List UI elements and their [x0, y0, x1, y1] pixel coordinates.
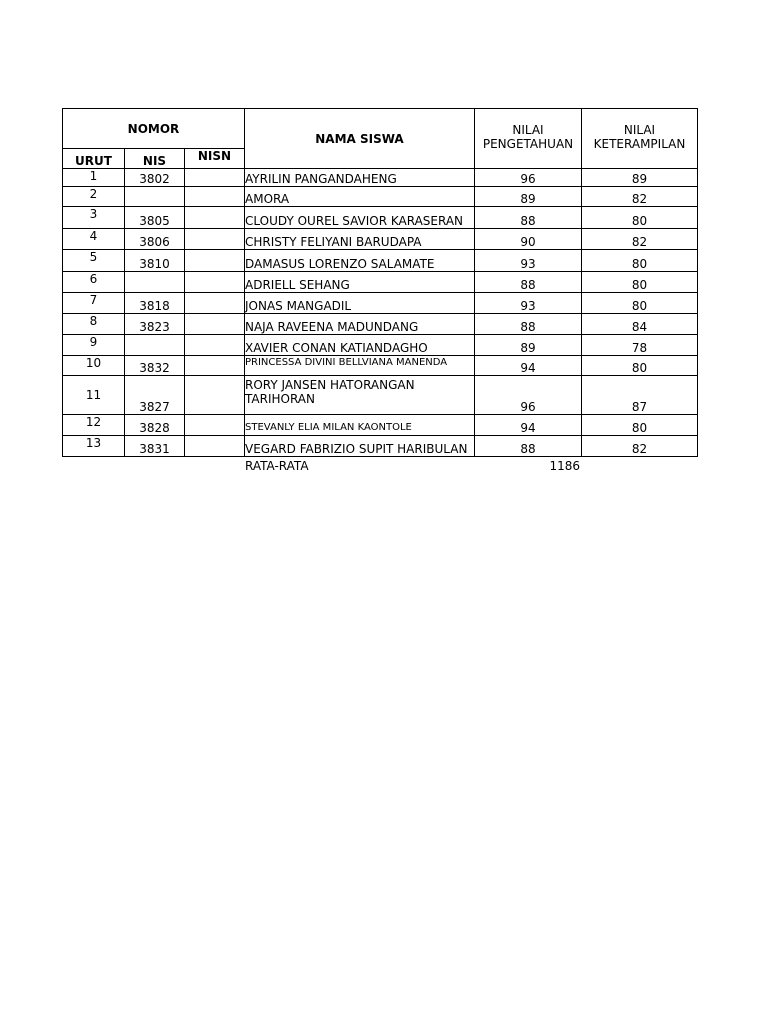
header-nilai-keterampilan [582, 109, 698, 169]
header-nis: NIS [125, 149, 185, 169]
keterampilan-cell: 80 [582, 293, 698, 314]
keterampilan-cell: 80 [582, 207, 698, 229]
nis-cell [125, 272, 185, 293]
urut-cell: 4 [63, 229, 125, 250]
nisn-cell [185, 415, 245, 436]
pengetahuan-cell: 96 [475, 376, 582, 415]
nisn-cell [185, 250, 245, 272]
table-row [63, 272, 698, 293]
student-name-cell [245, 376, 475, 415]
pengetahuan-cell: 93 [475, 293, 582, 314]
urut-cell: 7 [63, 293, 125, 314]
nisn-cell [185, 169, 245, 187]
pengetahuan-cell: 88 [475, 207, 582, 229]
header-pengetahuan-line1: NILAI [512, 123, 544, 137]
header-keterampilan-line2: KETERAMPILAN [593, 137, 686, 151]
pengetahuan-cell: 89 [475, 335, 582, 356]
urut-cell: 8 [63, 314, 125, 335]
urut-cell: 12 [63, 415, 125, 436]
urut-cell: 10 [63, 356, 125, 376]
header-nomor: NOMOR [63, 109, 245, 149]
nisn-cell [185, 376, 245, 415]
nis-cell [125, 187, 185, 207]
nisn-cell [185, 293, 245, 314]
table-row [63, 356, 698, 376]
pengetahuan-cell: 89 [475, 187, 582, 207]
nis-cell: 3806 [125, 229, 185, 250]
keterampilan-cell: 80 [582, 356, 698, 376]
student-name-cell: STEVANLY ELIA MILAN KAONTOLE [245, 415, 475, 436]
nis-cell: 3828 [125, 415, 185, 436]
keterampilan-cell: 80 [582, 250, 698, 272]
keterampilan-cell: 78 [582, 335, 698, 356]
student-name-cell: PRINCESSA DIVINI BELLVIANA MANENDA [245, 356, 475, 376]
student-grades-table [62, 108, 698, 457]
student-name-cell: DAMASUS LORENZO SALAMATE [245, 250, 475, 272]
keterampilan-cell: 80 [582, 272, 698, 293]
header-keterampilan-line1: NILAI [623, 123, 656, 137]
table-row [63, 415, 698, 436]
student-name-cell: JONAS MANGADIL [245, 293, 475, 314]
pengetahuan-cell: 88 [475, 314, 582, 335]
nisn-cell [185, 335, 245, 356]
keterampilan-cell: 82 [582, 229, 698, 250]
nisn-cell [185, 272, 245, 293]
nis-cell: 3818 [125, 293, 185, 314]
keterampilan-cell: 89 [582, 169, 698, 187]
table-row [63, 335, 698, 356]
pengetahuan-cell: 94 [475, 415, 582, 436]
student-name-cell: CHRISTY FELIYANI BARUDAPA [245, 229, 475, 250]
pengetahuan-cell: 94 [475, 356, 582, 376]
table-row [63, 293, 698, 314]
nis-cell: 3823 [125, 314, 185, 335]
header-urut: URUT [63, 149, 125, 169]
pengetahuan-cell: 96 [475, 169, 582, 187]
header-row-top [63, 109, 698, 149]
nisn-cell [185, 207, 245, 229]
keterampilan-cell: 82 [582, 436, 698, 457]
student-name-cell: VEGARD FABRIZIO SUPIT HARIBULAN [245, 436, 475, 457]
nis-cell [125, 335, 185, 356]
nis-cell: 3805 [125, 207, 185, 229]
nis-cell: 3827 [125, 376, 185, 415]
urut-cell: 1 [63, 169, 125, 187]
keterampilan-cell: 87 [582, 376, 698, 415]
nisn-cell [185, 229, 245, 250]
nis-cell: 3810 [125, 250, 185, 272]
average-label: RATA-RATA [245, 459, 309, 473]
pengetahuan-cell: 90 [475, 229, 582, 250]
urut-cell: 5 [63, 250, 125, 272]
table-row [63, 207, 698, 229]
nisn-cell [185, 356, 245, 376]
table-row [63, 250, 698, 272]
pengetahuan-cell: 93 [475, 250, 582, 272]
table-row [63, 436, 698, 457]
student-name-cell: CLOUDY OUREL SAVIOR KARASERAN [245, 207, 475, 229]
table-row [63, 376, 698, 415]
table-row [63, 229, 698, 250]
nis-cell: 3802 [125, 169, 185, 187]
nis-cell: 3831 [125, 436, 185, 457]
pengetahuan-cell: 88 [475, 272, 582, 293]
keterampilan-cell: 82 [582, 187, 698, 207]
student-name-cell: ADRIELL SEHANG [245, 272, 475, 293]
header-nilai-pengetahuan [475, 109, 582, 169]
urut-cell: 2 [63, 187, 125, 207]
table-row [63, 187, 698, 207]
nisn-cell [185, 187, 245, 207]
student-name-cell: NAJA RAVEENA MADUNDANG [245, 314, 475, 335]
nisn-cell [185, 314, 245, 335]
urut-cell: 11 [63, 376, 125, 415]
keterampilan-cell: 80 [582, 415, 698, 436]
urut-cell: 9 [63, 335, 125, 356]
urut-cell: 3 [63, 207, 125, 229]
average-value: 1186 [549, 459, 580, 473]
nisn-cell [185, 436, 245, 457]
student-name-line2: TARIHORAN [245, 392, 315, 406]
header-pengetahuan-line2: PENGETAHUAN [482, 137, 574, 151]
keterampilan-cell: 84 [582, 314, 698, 335]
pengetahuan-cell: 88 [475, 436, 582, 457]
header-nama-siswa: NAMA SISWA [245, 109, 475, 169]
nis-cell: 3832 [125, 356, 185, 376]
table-row [63, 169, 698, 187]
table-row [63, 314, 698, 335]
student-name-cell: AYRILIN PANGANDAHENG [245, 169, 475, 187]
student-name-cell: XAVIER CONAN KATIANDAGHO [245, 335, 475, 356]
urut-cell: 13 [63, 436, 125, 457]
urut-cell: 6 [63, 272, 125, 293]
student-name-line1: RORY JANSEN HATORANGAN [245, 378, 415, 392]
header-nisn: NISN [185, 149, 245, 169]
student-name-cell: AMORA [245, 187, 475, 207]
